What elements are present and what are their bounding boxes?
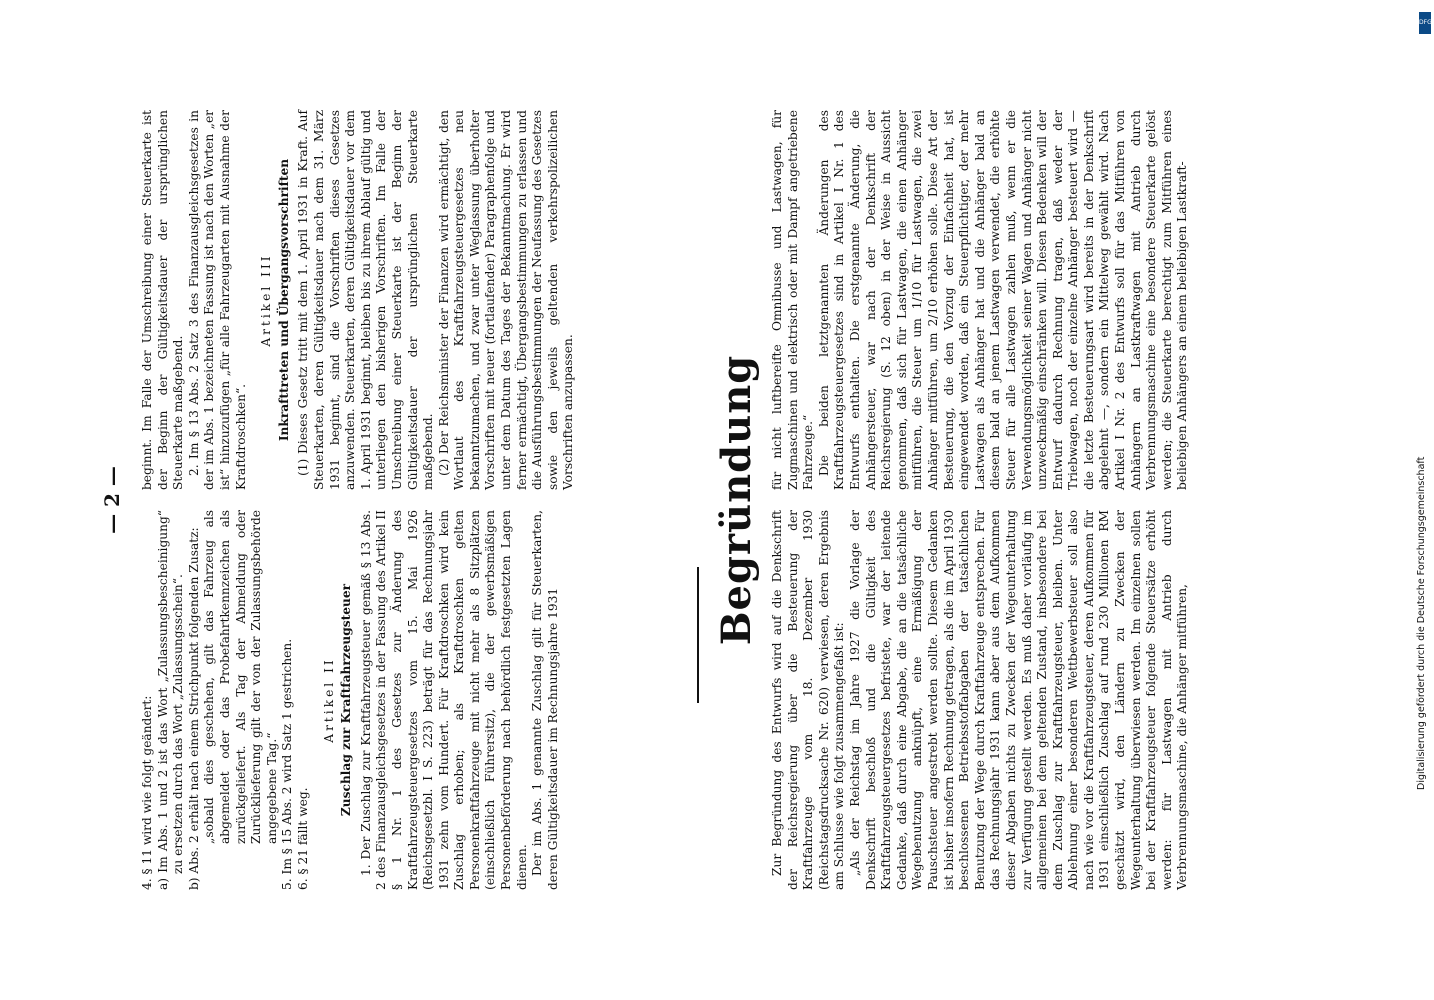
paragraph: beginnt. Im Falle der Umschreibung einer Steuerkarte ist der Beginn der Gültigkeitsdauer der ursprünglichen Steuerkarte maßgebend.	[140, 110, 186, 490]
column-2	[140, 110, 577, 490]
column-1	[140, 510, 561, 890]
article-heading: Artikel III	[259, 253, 274, 347]
paragraph: Der im Abs. 1 genannte Zuschlag gilt für Steuerkarten, deren Gültigkeitsdauer im Rechnungsjahre 1931	[530, 510, 560, 890]
column-3	[770, 510, 1191, 890]
credit-text: Digitalisierung gefördert durch die Deutsche Forschungsgemeinschaft	[1416, 456, 1427, 790]
paragraph: 4. § 11 wird wie folgt geändert:	[140, 695, 154, 890]
quoted-addition: „sobald dies geschehen, gilt das Fahrzeug als abgemeldet oder das Probefahrtkennzeichen als zurückgeliefert. Als Tag der Abmeldung oder Zurücklieferung gilt der von der Zulassungsbehörde angegebene Tag.“	[202, 510, 279, 844]
paragraph: 5. Im § 15 Abs. 2 wird Satz 1 gestrichen.	[280, 638, 295, 890]
divider	[697, 567, 699, 703]
paragraph: (1) Dieses Gesetz tritt mit dem 1. April 1931 in Kraft. Auf Steuerkarten, deren Gültigkeitsdauer nach dem 31. März 1931 beginnt, sind die Vorschriften dieses Gesetzes anzuwenden. Steuerkarten, deren Gültigkeitsdauer vor dem 1. April 1931 beginnt, bleiben bis zu ihrem Ablauf gültig und unterliegen den bisherigen Vorschriften. Im Falle der Umschreibung einer Steuerkarte ist der Beginn der Gültigkeitsdauer der ursprünglichen Steuerkarte maßgebend.	[296, 110, 436, 490]
section-title: Begründung	[713, 354, 760, 646]
page-number: — 2 —	[100, 466, 124, 534]
paragraph: 2. Im § 13 Abs. 2 Satz 3 des Finanzausgleichsgesetzes in der im Abs. 1 bezeichneten Fassung ist nach den Worten „er ist“ hinzuzufügen „für alle Fahrzeugarten mit Ausnahme der Kraftdroschken“.	[186, 110, 248, 490]
paragraph: „Als der Reichstag im Jahre 1927 die Vorlage der Denkschrift beschloß und die Gültigkeit des Kraftfahrzeugsteuergesetzes befristete, war der leitende Gedanke, daß durch eine Abgabe, die an die tatsächliche Wegebenutzung anknüpft, eine Ermäßigung der Pauschsteuer angestrebt werden sollte. Diesem Gedanken ist bisher insofern Rechnung getragen, als die im April 1930 beschlossenen Betriebsstoffabgaben der tatsächlichen Benutzung der Wege durch Kraftfahrzeuge entsprechen. Für das Rechnungsjahr 1931 kann aber aus dem Aufkommen dieser Abgaben nichts zu Zwecken der Wegeunterhaltung zur Verfügung gestellt werden. Es muß daher vorläufig im allgemeinen bei dem geltenden Zustand, insbesondere bei dem Zuschlag zur Kraftfahrzeugsteuer, bleiben. Unter Ablehnung einer besonderen Wettbewerbsteuer soll also nach wie vor die Kraftfahrzeugsteuer, deren Aufkommen für 1931 einschließlich Zuschlag auf rund 230 Millionen RM geschätzt wird, den Ländern zu Zwecken der Wegeunterhaltung überwiesen werden. Im einzelnen sollen bei der Kraftfahrzeugsteuer folgende Steuersätze erhöht werden: für Lastwagen mit Antrieb durch Verbrennungsmaschine, die Anhänger mitführen,	[847, 510, 1190, 890]
paragraph: a) Im Abs. 1 und 2 ist das Wort „Zulassungsbescheinigung“ zu ersetzen durch das Wort „Zulassungsschein“.	[155, 510, 186, 890]
paragraph: 1. Der Zuschlag zur Kraftfahrzeugsteuer gemäß § 13 Abs. 2 des Finanzausgleichsgesetzes in der Fassung des Artikel II § 1 Nr. 1 des Gesetzes zur Änderung des Kraftfahrzeugsteuergesetzes vom 15. Mai 1926 (Reichsgesetzbl. I S. 223) beträgt für das Rechnungsjahr 1931 zehn vom Hundert. Für Kraftdroschken wird kein Zuschlag erhoben; als Kraftdroschken gelten Personenkraftfahrzeuge mit nicht mehr als 8 Sitzplätzen (einschließlich Führersitz), die der gewerbsmäßigen Personenbeförderung nach behördlich festgesetzten Lagen dienen.	[358, 510, 529, 890]
column-4	[770, 110, 1191, 490]
paragraph: für nicht luftbereifte Omnibusse und Lastwagen, für Zugmaschinen und elektrisch oder mit Dampf angetriebene Fahrzeuge.“	[770, 110, 816, 490]
paragraph: 6. § 21 fällt weg.	[295, 787, 310, 890]
paragraph: b) Abs. 2 erhält nach einem Strichpunkt folgenden Zusatz:	[186, 527, 201, 890]
paragraph: Zur Begründung des Entwurfs wird auf die Denkschrift der Reichsregierung über die Besteuerung der Kraftfahrzeuge vom 18. Dezember 1930 (Reichstagsdrucksache Nr. 620) verwiesen, deren Ergebnis am Schlusse wie folgt zusammengefaßt ist:	[770, 510, 847, 890]
dfg-logo: DFG	[1419, 12, 1431, 34]
section-heading: Zuschlag zur Kraftfahrzeugsteuer	[339, 583, 354, 817]
section-heading: Inkrafttreten und Übergangsvorschriften	[276, 158, 291, 442]
paragraph: Die beiden letztgenannten Änderungen des Kraftfahrzeugsteuergesetzes sind in Artikel I Nr. 1 des Entwurfs enthalten. Die erstgenannte Änderung, die Anhängersteuer, war nach der Denkschrift der Reichsregierung (S. 12 oben) in der Weise in Aussicht genommen, daß sich für Lastwagen, die einen Anhänger mitführen, die Steuer um 1/10 für Lastwagen, die zwei Anhänger mitführen, um 2/10 erhöhen solle. Diese Art der Besteuerung, die den Vorzug der Einfachheit hat, ist eingewendet worden, daß ein Steuerpflichtiger, der mehr Lastwagen als Anhänger hat und die Anhänger bald an diesem bald an jenem Lastwagen verwendet, die erhöhte Steuer für alle Lastwagen zahlen muß, wenn er die Verwendungsmöglichkeit seiner Wagen und Anhänger nicht unzweckmäßig einschränken will. Diesen Bedenken will der Entwurf dadurch Rechnung tragen, daß weder der Triebwagen, noch der einzelne Anhänger besteuert wird — die letzte Besteuerungsart wird bereits in der Denkschrift abgelehnt —, sondern ein Mittelweg gewählt wird. Nach Artikel I Nr. 2 des Entwurfs soll für das Mitführen von Anhängern an Lastkraftwagen mit Antrieb durch Verbrennungsmaschine eine besondere Steuerkarte gelöst werden; die Steuerkarte berechtigt zum Mitführen eines beliebigen Anhängers an einem beliebigen Lastkraft-	[816, 110, 1190, 490]
paragraph: (2) Der Reichsminister der Finanzen wird ermächtigt, den Wortlaut des Kraftfahrzeugsteuergesetzes neu bekanntzumachen, und zwar unter Weglassung überholter Vorschriften mit neuer (fortlaufender) Paragraphenfolge und unter dem Datum des Tages der Bekanntmachung. Er wird ferner ermächtigt, Übergangsbestimmungen zu erlassen und die Ausführungsbestimmungen der Neufassung des Gesetzes sowie den jeweils geltenden verkehrspolizeilichen Vorschriften anzupassen.	[436, 110, 576, 490]
article-heading: Artikel II	[321, 657, 336, 743]
digitization-credit	[1412, 0, 1434, 1000]
